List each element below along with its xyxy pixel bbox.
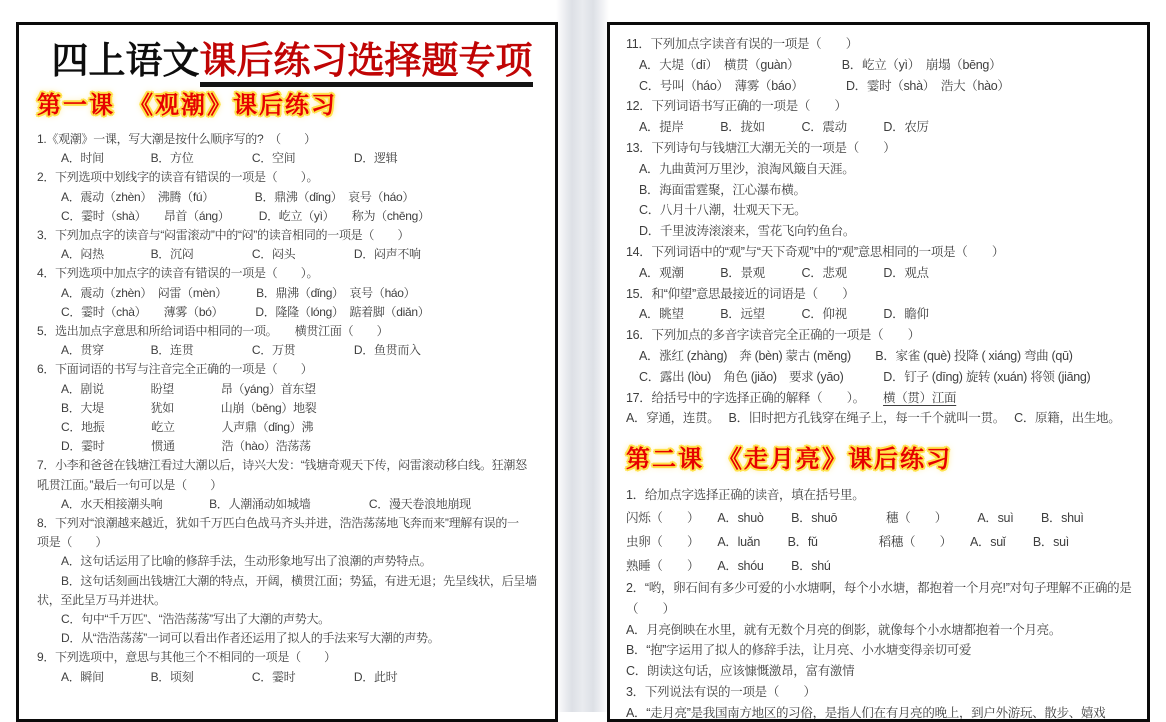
question-line: 1.《观潮》一课，写大潮是按什么顺序写的? （ ） [37, 132, 316, 146]
question-line: 5．选出加点字意思和所给词语中相同的一项。 横贯江面（ ） [37, 324, 389, 339]
question-line: 2．“哟，卵石间有多少可爱的小水塘啊，每个小水塘，都抱着一个月亮!”对句子理解不正确的是 [626, 580, 1132, 595]
option-line: B．海面雷霆聚，江心瀑布横。 [639, 182, 806, 197]
option-line: A．贯穿 B．连贯 C．万贯 D．鱼贯而入 [61, 343, 421, 358]
option-line: A．九曲黄河万里沙，浪淘风簸自天涯。 [639, 161, 855, 176]
question-line: 15．和“仰望”意思最接近的词语是（ ） [626, 286, 855, 301]
option-line: A．闷热 B．沉闷 C．闷头 D．闷声不响 [61, 247, 421, 262]
option-line: 闪烁（ ） A．shuò B．shuō 穗（ ） A．suì B．shuì [626, 510, 1084, 525]
underlined-phrase: 横（贯）江面 [883, 390, 957, 405]
option-line: A．观潮 B．景观 C．悲观 D．观点 [639, 265, 929, 280]
option-line: C．地振 屹立 人声鼎（dǐng）沸 [61, 420, 314, 435]
question-line: 6．下面词语的书写与注音完全正确的一项是（ ） [37, 362, 313, 377]
option-line: C．霎时（shà） 昂首（áng） D．屹立（yì） 称为（chēng） [61, 208, 430, 223]
option-line: C．露出 (lòu) 角色 (jiǎo) 要求 (yāo) D．钉子 (dīng) 旋转 (xuán) 将领 (jiāng) [639, 369, 1091, 384]
option-line: C．朗读这句话，应该慷慨激昂，富有激情 [626, 664, 855, 679]
option-line: B．“抱”字运用了拟人的修辞手法，让月亮、小水塘变得亲切可爱 [626, 643, 972, 658]
doc-title [37, 39, 547, 83]
option-line: 熟睡（ ） A．shóu B．shú [626, 558, 831, 573]
lesson-1-heading: 第一课 《观潮》课后练习 [37, 92, 337, 119]
question-line: 状，至此呈万马并进状。 [37, 592, 166, 607]
question-line: 11．下列加点字读音有误的一项是（ ） [626, 37, 858, 51]
doc-title-topic-part: 课后练习选择题专项 [200, 40, 533, 87]
option-line: A．“走月亮”是我国南方地区的习俗，是指人们在有月亮的晚上，到户外游玩、散步、嬉戏 [626, 705, 1106, 720]
option-line: A．提岸 B．拢如 C．震动 D．农厉 [639, 120, 929, 135]
option-line: A．震动（zhèn） 沸腾（fú） B．鼎沸（dǐng） 哀号（háo） [61, 189, 415, 204]
option-line: A．大堤（dī） 横贯（guàn） B．屹立（yì） 崩塌（bēng） [639, 57, 1002, 72]
option-line: A．震动（zhèn） 闷雷（mèn） B．鼎沸（dǐng） 哀号（háo） [61, 285, 416, 300]
question-line: 14．下列词语中的“观”与“天下奇观”中的“观”意思相同的一项是（ ） [626, 244, 1005, 259]
option-line: A．剧说 盼望 昂（yáng）首东望 [61, 381, 316, 396]
question-line: 吼贯江面。”最后一句可以是（ ） [37, 477, 222, 492]
option-line: D．千里波涛滚滚来，雪花飞向钓鱼台。 [639, 224, 856, 239]
question-line: 4．下列选项中加点字的读音有错误的一项是（ ）。 [37, 266, 319, 281]
option-line: D．从“浩浩荡荡”一词可以看出作者还运用了拟人的手法来写大潮的声势。 [61, 631, 440, 646]
option-line: A．瞬间 B．顷刻 C．霎时 D．此时 [61, 669, 398, 684]
question-line [626, 388, 1141, 409]
question-line: 8．下列对“浪潮越来越近，犹如千万匹白色战马齐头并进，浩浩荡荡地飞奔而来”理解有误的一 [37, 516, 519, 531]
question-line: 2．下列选项中划线字的读音有错误的一项是（ ）。 [37, 170, 319, 185]
lesson-2-heading: 第二课 《走月亮》课后练习 [626, 446, 952, 474]
page-left [16, 22, 558, 722]
option-line: A．月亮倒映在水里，就有无数个月亮的倒影，就像每个小水塘都抱着一个月亮。 [626, 622, 1062, 637]
option-line: A．眺望 B．远望 C．仰视 D．瞻仰 [639, 307, 929, 322]
option-line: C．八月十八潮，壮观天下无。 [639, 203, 807, 218]
question-line: 项是（ ） [37, 535, 108, 550]
option-line: A．水天相接潮头响 B．人潮涌动如城墙 C．漫天卷浪地崩现 [61, 496, 471, 511]
question-line: 12．下列词语书写正确的一项是（ ） [626, 99, 847, 114]
question-line: 3．下列说法有误的一项是（ ） [626, 684, 816, 699]
option-line: D．霎时 惯通 浩（hào）浩荡荡 [61, 439, 311, 454]
option-line: C．霎时（chà） 薄雾（bó） D．隆隆（lóng） 踮着脚（diǎn） [61, 304, 430, 319]
option-line: B．这句话刻画出钱塘江大潮的特点，开阔，横贯江面；势猛，有进无退；先呈线状，后呈墙 [61, 573, 537, 588]
doc-title-grade-part: 四上语文 [51, 40, 200, 81]
question-line: 1．给加点字选择正确的读音，填在括号里。 [626, 488, 865, 503]
question-line: 7．小李和爸爸在钱塘江看过大潮以后，诗兴大发：“钱塘奇观天下传，闷雷滚动移白线。狂潮怒 [37, 458, 527, 473]
question-stem: 17．给括号中的字选择正确的解释（ ）。 [626, 390, 884, 405]
option-line: A．涨红 (zhàng) 奔 (bèn) 蒙古 (měng) B．家雀 (què) 投降 ( xiáng) 弯曲 (qū) [639, 348, 1073, 363]
option-line: C．句中“千万匹”、“浩浩荡荡”写出了大潮的声势大。 [61, 612, 330, 627]
question-line: 16．下列加点的多音字读音完全正确的一项是（ ） [626, 328, 920, 343]
page-divider [556, 0, 609, 712]
option-line: A．时间 B．方位 C．空间 D．逻辑 [61, 151, 398, 166]
option-line: 虫卵（ ） A．luǎn B．fǔ 稻穗（ ） A．suǐ B．suì [626, 534, 1069, 549]
question-line: （ ） [626, 601, 675, 616]
question-line: 13．下列诗句与钱塘江大潮无关的一项是（ ） [626, 140, 896, 155]
question-line: 9．下列选项中，意思与其他三个不相同的一项是（ ） [37, 650, 336, 665]
page-right [607, 22, 1150, 722]
question-line: 3．下列加点字的读音与“闷雷滚动”中的“闷”的读音相同的一项是（ ） [37, 228, 410, 243]
option-line: B．大堤 犹如 山崩（bēng）地裂 [61, 400, 317, 415]
option-line: C．号叫（háo） 薄雾（báo） D．霎时（shà） 浩大（hào） [639, 78, 1010, 93]
option-line: A．这句话运用了比喻的修辞手法，生动形象地写出了浪潮的声势特点。 [61, 554, 432, 569]
option-line: A．穿通，连贯。 B．旧时把方孔钱穿在绳子上，每一千个就叫一贯。 C．原籍，出生地。 [626, 411, 1121, 426]
